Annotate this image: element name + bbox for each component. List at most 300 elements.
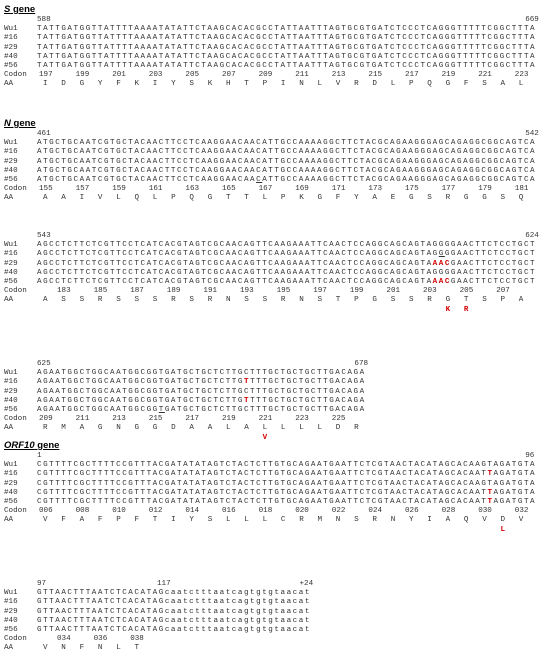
aa-residue: R <box>354 80 359 89</box>
aa-residue: L <box>262 424 268 433</box>
aa-residue: F <box>463 80 469 89</box>
mutation-underline: C <box>256 175 263 184</box>
sequence-text: CGTTTTCGCTTTTCCGTTTACGATATATAGTCTACTCTTGTGCAGAATGAATTCTCGTAACTACATAGCACAAGTAGATGTA <box>37 461 537 470</box>
codon-number: 217 <box>185 415 200 424</box>
aa-residue: S <box>61 296 66 305</box>
sequence-text: ATGCTGCAATCGTGCTACAACTTCCTCAAGGAACAACATTGCCAAAAGGCTTCTACGCAGAAGGGAGCAGAGGCGGCAGTCA <box>37 157 537 166</box>
sequence-text: GTTAACTTTAATCTCACATAGcaatctttaatcagtgtgtaacat <box>37 598 311 607</box>
aa-residue: R <box>445 194 451 203</box>
codon-label: Codon <box>4 185 27 194</box>
aa-residue: G <box>317 194 323 203</box>
aa-residue: V <box>43 644 48 653</box>
aa-residue: P <box>500 296 506 305</box>
aa-residue: L <box>152 194 158 203</box>
aa-residue: Y <box>171 80 176 89</box>
position-start: 588 <box>37 16 51 24</box>
sequence-row <box>4 461 546 470</box>
codon-number: 032 <box>514 507 529 516</box>
aa-residue: S <box>317 296 323 305</box>
sequence-row <box>4 626 546 635</box>
sample-label: #40 <box>4 488 18 497</box>
mutation-highlight: T <box>487 497 494 506</box>
codon-number: 193 <box>240 287 254 296</box>
aa-residue: A <box>445 516 451 525</box>
sample-label: #40 <box>4 616 18 625</box>
position-row-spacer <box>4 130 37 139</box>
aa-residue: G <box>409 194 414 203</box>
sample-label: #56 <box>4 625 18 634</box>
aa-residue: F <box>116 80 121 89</box>
aa-residue: A <box>61 194 66 203</box>
aa-residue: A <box>189 424 194 433</box>
aa-residue: L <box>116 644 121 653</box>
codon-number: 195 <box>276 287 291 296</box>
aa-residue: N <box>226 296 231 305</box>
aa-residue: F <box>61 516 66 525</box>
gene-title-suffix: gene <box>10 4 36 15</box>
aa-residue: Q <box>463 516 469 525</box>
sequence-row <box>4 470 546 479</box>
aa-residue: S <box>116 296 121 305</box>
sample-label: #29 <box>4 607 18 616</box>
sequence-text: AGAATGGCTGGCAATGGCGGTGATGCTGCTCTTGCTTTGCTGCTGCTTGACAGA <box>37 369 366 378</box>
sequence-text: CGTTTTCGCTTTTCCGTTTACGATATATAGTCTACTCTTGTGCAGAATGAATTCTCGTAACTACATAGCACAATTAGATGTA <box>37 497 537 506</box>
aa-residue: A <box>500 80 506 89</box>
alignment-block <box>4 118 546 204</box>
aa-residue: D <box>372 80 377 89</box>
sample-label: Wu1 <box>4 369 18 378</box>
aa-label: AA <box>4 516 14 525</box>
aa-residue: L <box>244 516 249 525</box>
aa-residue: P <box>280 194 286 203</box>
sequence-text: AGAATGGCTGGCAATGGCGGTGATGCTGCTCTTGCTTTGCTGCTGCTTGACAGA <box>37 405 366 414</box>
aa-mutation-spacer <box>4 306 37 315</box>
sample-label: #29 <box>4 43 18 52</box>
sample-label: Wu1 <box>4 25 18 34</box>
position-row-spacer <box>4 16 37 25</box>
aa-residue: L <box>299 424 304 433</box>
aa-residue: I <box>280 80 286 89</box>
aa-residue: G <box>152 424 158 433</box>
codon-number: 169 <box>295 185 309 194</box>
aa-mutation: K <box>445 305 451 314</box>
codon-number: 213 <box>331 71 346 80</box>
sample-label: #56 <box>4 277 18 286</box>
position-start: 543 <box>37 232 51 240</box>
aa-residue: L <box>280 424 286 433</box>
aa-residue: R <box>427 296 432 305</box>
sample-label: Wu1 <box>4 241 18 250</box>
aa-residue: P <box>262 80 268 89</box>
codon-number: 161 <box>148 185 163 194</box>
codon-number: 179 <box>478 185 492 194</box>
aa-residue: R <box>372 516 377 525</box>
codon-number: 191 <box>203 287 218 296</box>
aa-residue: S <box>262 296 268 305</box>
codon-number: 197 <box>39 71 53 80</box>
sample-label: #56 <box>4 61 18 70</box>
aa-residue: G <box>134 424 140 433</box>
mutation-highlight: AAC <box>432 259 451 268</box>
sequence-text: AGAATGGCTGGCAATGGCGGTGATGCTGCTCTTGCTTTGCTGCTGCTTGACAGA <box>37 387 366 396</box>
aa-residue: L <box>317 80 323 89</box>
codon-number: 183 <box>57 287 71 296</box>
codon-number: 199 <box>75 71 90 80</box>
position-end: 542 <box>525 130 539 138</box>
aa-residue: S <box>189 296 194 305</box>
codon-number: 223 <box>295 415 309 424</box>
codon-number: 219 <box>441 71 456 80</box>
mutation-highlight: AAC <box>432 277 451 286</box>
aa-residue: S <box>390 296 396 305</box>
position-end: 678 <box>354 360 369 368</box>
codon-row <box>4 415 546 424</box>
sequence-row <box>4 489 546 498</box>
mutation-underline: T <box>158 405 165 414</box>
sequence-text: TATTGATGGTTATTTTAAAATATATTCTAAGCACACGCCTATTAATTTAGTGCGTGATCTCCCTCAGGGTTTTTCGGCTTTA <box>37 25 537 34</box>
codon-numbers <box>37 507 537 516</box>
gene-title-name: ORF10 <box>4 440 35 451</box>
aa-residue: T <box>335 296 341 305</box>
aa-residue: A <box>244 424 249 433</box>
codon-number: 028 <box>441 507 456 516</box>
aa-residue: Y <box>409 516 414 525</box>
aa-residue: N <box>335 516 341 525</box>
sequence-row <box>4 498 546 507</box>
aa-mutations <box>37 526 537 535</box>
alignment-block <box>4 232 546 315</box>
sequence-text: ATGCTGCAATCGTGCTACAACTTCCTCAAGGAACAACATTGCCAAAAGGCTTCTACGCAGAAGGGAGCAGAGGCGGCAGTCA <box>37 175 537 184</box>
aa-residue: A <box>43 296 48 305</box>
sequence-row <box>4 388 546 397</box>
position-row <box>4 130 546 139</box>
position-row <box>4 232 546 241</box>
aa-residue: F <box>335 194 341 203</box>
aa-residue: D <box>61 80 66 89</box>
aa-residue: Y <box>189 516 194 525</box>
sequence-row <box>4 608 546 617</box>
aa-residue: A <box>372 194 377 203</box>
codon-number: 159 <box>112 185 126 194</box>
sequence-row <box>4 44 546 53</box>
aa-residue: D <box>335 424 341 433</box>
sequence-text: AGAATGGCTGGCAATGGCGGTGATGCTGCTCTTGTTTTGCTGCTGCTTGACAGA <box>37 378 366 387</box>
codon-number: 030 <box>478 507 492 516</box>
aa-residue: P <box>116 516 121 525</box>
sample-label: #16 <box>4 598 18 607</box>
aa-residue: S <box>244 296 249 305</box>
aa-residue: F <box>134 516 140 525</box>
sequence-text: TATTGATGGTTATTTTAAAATATATTCTAAGCACACGCCTATTAATTTAGTGCGTGATCTCCCTCAGGGTTTTTCGGCTTTA <box>37 43 537 52</box>
aa-residue: C <box>280 516 286 525</box>
aa-residue: Q <box>189 194 194 203</box>
aa-residue: A <box>207 424 213 433</box>
sample-label: #56 <box>4 405 18 414</box>
sequence-row <box>4 378 546 387</box>
aa-residue: R <box>299 516 304 525</box>
position-numbers <box>37 232 537 241</box>
aa-mutation: R <box>463 305 469 314</box>
aa-residue: L <box>317 424 323 433</box>
aa-residue: S <box>189 80 194 89</box>
aa-mutation: L <box>500 525 506 534</box>
sequence-text: AGCCTCTTCTCGTTCCTCATCACGTAGTCGCAACAGTTCAAGAAATTCAACTCCAGGCAGCAGTAAACGAACTTCTCCTGCT <box>37 277 537 286</box>
aa-residue: S <box>500 194 506 203</box>
aa-residues <box>37 516 537 525</box>
position-numbers <box>37 130 537 139</box>
sequence-row <box>4 617 546 626</box>
codon-number: 209 <box>39 415 53 424</box>
position-numbers <box>37 580 537 589</box>
gene-title-name: S <box>4 4 11 15</box>
sample-label: Wu1 <box>4 589 18 598</box>
aa-residue: N <box>116 424 121 433</box>
codon-number: 221 <box>478 71 492 80</box>
aa-residue: Y <box>354 194 359 203</box>
codon-row <box>4 507 546 516</box>
sequence-text: GTTAACTTTAATCTCACATAGcaatctttaatcagtgtgtaacat <box>37 607 311 616</box>
aa-residue: I <box>152 80 158 89</box>
aa-label: AA <box>4 644 14 653</box>
aa-residues <box>37 194 537 203</box>
aa-residue: S <box>79 296 85 305</box>
aa-residue: G <box>445 296 451 305</box>
aa-label: AA <box>4 424 14 433</box>
sequence-row <box>4 260 546 269</box>
codon-number: 036 <box>93 635 108 644</box>
codon-number: 189 <box>166 287 181 296</box>
gene-title-suffix: gene <box>10 118 36 129</box>
aa-residue: Q <box>134 194 140 203</box>
codon-number: 205 <box>459 287 474 296</box>
sample-label: #40 <box>4 166 18 175</box>
aa-residue: L <box>262 194 268 203</box>
sequence-row <box>4 34 546 43</box>
codon-number: 012 <box>148 507 163 516</box>
sample-label: Wu1 <box>4 139 18 148</box>
sample-label: #16 <box>4 250 18 259</box>
codon-row <box>4 635 546 644</box>
sequence-row <box>4 62 546 71</box>
aa-residue: G <box>97 424 103 433</box>
sequence-text: CGTTTTCGCTTTTCCGTTTACGATATATAGTCTACTCTTGTGCAGAATGAATTCTCGTAACTACATAGCACAATTAGATGTA <box>37 470 537 479</box>
aa-residue: L <box>262 516 268 525</box>
aa-residue: T <box>226 194 231 203</box>
aa-residue: V <box>335 80 341 89</box>
aa-residue: V <box>482 516 487 525</box>
mutation-highlight: T <box>243 396 251 405</box>
aa-residue: A <box>43 194 48 203</box>
sequence-row <box>4 241 546 250</box>
codon-number: 018 <box>258 507 273 516</box>
aa-residue: L <box>390 80 396 89</box>
aa-residue: M <box>61 424 66 433</box>
codon-number: 201 <box>112 71 126 80</box>
aa-residue: T <box>463 296 469 305</box>
sample-label: #16 <box>4 148 18 157</box>
sequence-text: ATGCTGCAATCGTGCTACAACTTCCTCAAGGAACAACATTGCCAAAAGGCTTCTACGCAGAAGGGAGCAGAGGCGGCAGTCA <box>37 139 537 148</box>
codon-number: 008 <box>75 507 90 516</box>
aa-residue: N <box>390 516 396 525</box>
codon-label: Codon <box>4 287 27 296</box>
aa-row <box>4 296 546 305</box>
aa-residue: G <box>463 194 469 203</box>
aa-residue: F <box>79 644 85 653</box>
codon-number: 221 <box>258 415 273 424</box>
sample-label: #16 <box>4 470 18 479</box>
position-mid: 117 <box>157 580 171 588</box>
aa-residue: P <box>409 80 414 89</box>
aa-residue: G <box>372 296 377 305</box>
aa-residues <box>37 424 537 433</box>
codon-numbers <box>37 635 537 644</box>
codon-number: 219 <box>222 415 236 424</box>
position-row-spacer <box>4 360 37 369</box>
mutation-highlight: T <box>487 488 494 497</box>
codon-row <box>4 71 546 80</box>
sample-label: #16 <box>4 34 18 43</box>
codon-number: 014 <box>185 507 200 516</box>
codon-numbers <box>37 71 537 80</box>
sequence-row <box>4 167 546 176</box>
aa-mutation-spacer <box>4 526 37 535</box>
aa-residue: Y <box>97 80 103 89</box>
aa-residue: N <box>299 296 304 305</box>
sequence-row <box>4 369 546 378</box>
aa-residue: K <box>207 80 213 89</box>
mutation-underline: G <box>438 250 445 259</box>
aa-residue: G <box>79 80 85 89</box>
aa-residue: E <box>390 194 396 203</box>
codon-number: 157 <box>75 185 90 194</box>
aa-residue: V <box>43 516 48 525</box>
aa-mutations <box>37 306 537 315</box>
aa-residue: A <box>518 296 524 305</box>
alignment-block <box>4 360 546 443</box>
aa-residue: N <box>61 644 66 653</box>
aa-row <box>4 644 546 653</box>
codon-number: 211 <box>75 415 90 424</box>
sequence-row <box>4 598 546 607</box>
sequence-row <box>4 158 546 167</box>
aa-residue: S <box>427 194 432 203</box>
position-end: 96 <box>525 452 535 460</box>
codon-label: Codon <box>4 415 27 424</box>
position-row <box>4 452 546 461</box>
codon-number: 038 <box>130 635 144 644</box>
aa-residue: D <box>171 424 176 433</box>
position-start: 625 <box>37 360 51 368</box>
aa-residue: S <box>152 296 158 305</box>
aa-residue: S <box>409 296 414 305</box>
sample-label: #29 <box>4 479 18 488</box>
sample-label: #56 <box>4 497 18 506</box>
codon-number: 006 <box>39 507 53 516</box>
aa-residue: R <box>207 296 213 305</box>
position-numbers <box>37 360 537 369</box>
codon-numbers <box>37 415 537 424</box>
aa-residue: V <box>97 194 103 203</box>
sequence-row <box>4 397 546 406</box>
codon-number: 167 <box>258 185 273 194</box>
codon-number: 171 <box>331 185 346 194</box>
aa-residue: K <box>134 80 140 89</box>
aa-residue: R <box>171 296 176 305</box>
sequence-row <box>4 278 546 287</box>
sample-label: #29 <box>4 387 18 396</box>
sequence-row <box>4 176 546 185</box>
sequence-text: AGCCTCTTCTCGTTCCTCATCACGTAGTCGCAACAGTTCAAGAAATTCAACTCCAGGCAGCAGTAAACGAACTTCTCCTGCT <box>37 259 537 268</box>
codon-label: Codon <box>4 635 27 644</box>
codon-number: 022 <box>331 507 346 516</box>
codon-number: 203 <box>423 287 437 296</box>
position-row <box>4 16 546 25</box>
aa-label: AA <box>4 296 14 305</box>
codon-number: 201 <box>386 287 401 296</box>
aa-residue: Q <box>427 80 432 89</box>
sequence-row <box>4 480 546 489</box>
sequence-row <box>4 148 546 157</box>
aa-residue: A <box>79 424 85 433</box>
aa-residue: L <box>226 516 231 525</box>
sequence-text: TATTGATGGTTATTTTAAAATATATTCTAAGCACACGCCTATTAATTTAGTGCGTGATCTCCCTCAGGGTTTTTCGGCTTTA <box>37 52 537 61</box>
position-start: 461 <box>37 130 51 138</box>
sample-label: Wu1 <box>4 461 18 470</box>
sequence-text: AGCCTCTTCTCGTTCCTCATCACGTAGTCGCAACAGTTCAAGAAATTCAACTCCAGGCAGCAGTAGGGGAACTTCTCCTGCT <box>37 250 537 259</box>
codon-number: 026 <box>405 507 419 516</box>
aa-row <box>4 194 546 203</box>
aa-residue: D <box>500 516 506 525</box>
sample-label: #40 <box>4 52 18 61</box>
sequence-row <box>4 139 546 148</box>
aa-residue: S <box>134 296 140 305</box>
codon-number: 211 <box>295 71 309 80</box>
sequence-row <box>4 406 546 415</box>
position-row-spacer <box>4 452 37 461</box>
aa-residue: S <box>482 80 487 89</box>
sequence-text: CGTTTTCGCTTTTCCGTTTACGATATATAGTCTACTCTTGTGCAGAATGAATTCTCGTAACTACATAGCACAAGTAGATGTA <box>37 479 537 488</box>
aa-residue: T <box>244 80 249 89</box>
position-end: 669 <box>525 16 539 24</box>
codon-number: 203 <box>148 71 163 80</box>
sequence-text: AGCCTCTTCTCGTTCCTCATCACGTAGTCGCAACAGTTCAAGAAATTCAACTCCAGGCAGCAGTAGGGGAACTTCTCCTGCT <box>37 268 537 277</box>
codon-label: Codon <box>4 507 27 516</box>
mutation-highlight: T <box>243 378 251 387</box>
codon-number: 175 <box>405 185 419 194</box>
aa-residue: T <box>134 644 140 653</box>
aa-residue: N <box>97 644 103 653</box>
codon-number: 177 <box>441 185 456 194</box>
codon-number: 223 <box>514 71 529 80</box>
position-end: +24 <box>299 580 314 588</box>
codon-number: 173 <box>368 185 383 194</box>
aa-residue: T <box>244 194 249 203</box>
codon-number: 215 <box>368 71 383 80</box>
aa-mutation-row <box>4 526 546 535</box>
gene-title <box>4 4 546 16</box>
aa-residue: L <box>116 194 121 203</box>
sample-label: #29 <box>4 157 18 166</box>
codon-number: 187 <box>130 287 144 296</box>
codon-row <box>4 185 546 194</box>
sequence-row <box>4 250 546 259</box>
sample-label: #56 <box>4 175 18 184</box>
position-row <box>4 580 546 589</box>
sample-label: #40 <box>4 268 18 277</box>
sample-label: #16 <box>4 378 18 387</box>
alignment-block <box>4 440 546 535</box>
position-row-spacer <box>4 580 37 589</box>
